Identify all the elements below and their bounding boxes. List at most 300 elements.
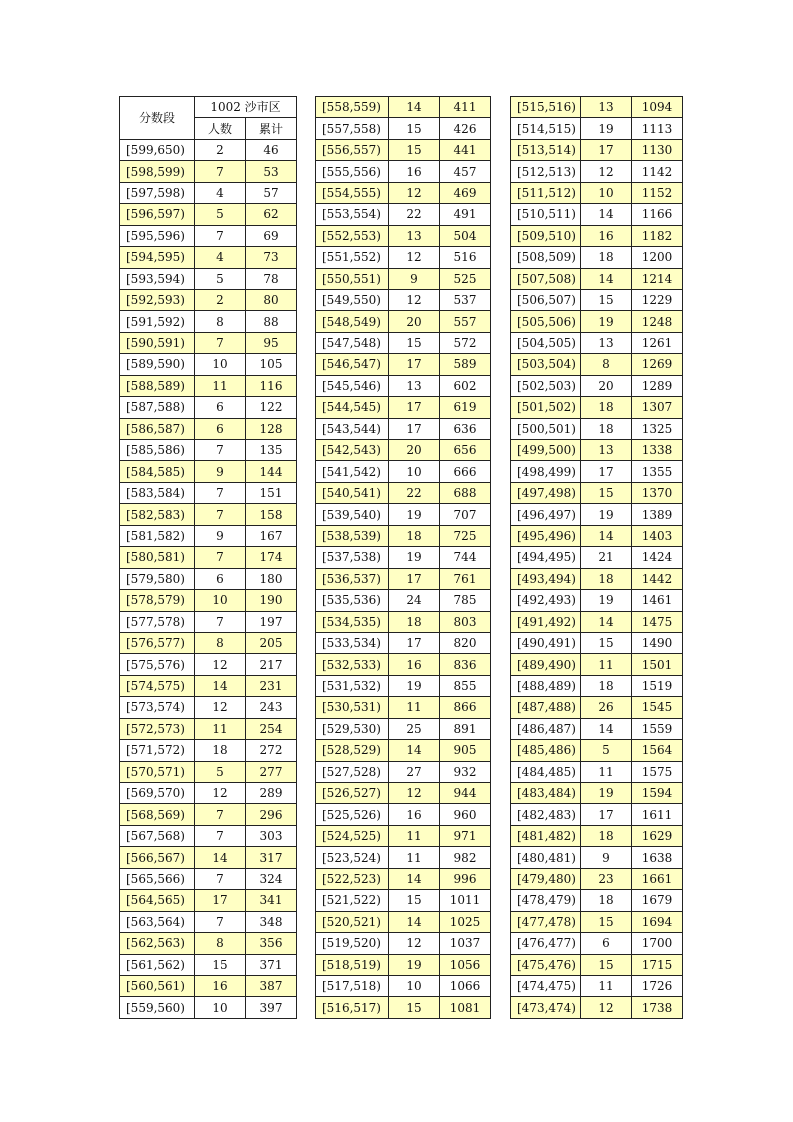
table-row: [120, 504, 297, 525]
count-cell: 20: [389, 311, 440, 332]
cumulative-cell: 1066: [440, 975, 491, 996]
count-cell: 14: [581, 718, 632, 739]
table-row: [316, 868, 491, 889]
count-cell: 15: [389, 997, 440, 1018]
score-range-cell: [547,548): [316, 332, 389, 353]
score-range-cell: [534,535): [316, 611, 389, 632]
cumulative-cell: 205: [246, 632, 297, 653]
header-group: 1002 沙市区: [195, 97, 297, 118]
count-cell: 12: [581, 161, 632, 182]
cumulative-cell: 1403: [632, 525, 683, 546]
cumulative-cell: 725: [440, 525, 491, 546]
cumulative-cell: 1152: [632, 182, 683, 203]
cumulative-cell: 1594: [632, 783, 683, 804]
table-row: [316, 375, 491, 396]
score-range-cell: [584,585): [120, 461, 195, 482]
table-row: [511, 482, 683, 503]
cumulative-cell: 905: [440, 740, 491, 761]
cumulative-cell: 289: [246, 783, 297, 804]
table-row: [511, 632, 683, 653]
cumulative-cell: 190: [246, 590, 297, 611]
score-range-cell: [531,532): [316, 675, 389, 696]
cumulative-cell: 803: [440, 611, 491, 632]
table-row: [316, 139, 491, 160]
score-range-cell: [480,481): [511, 847, 581, 868]
count-cell: 14: [195, 675, 246, 696]
table-row: [511, 504, 683, 525]
table-row: [120, 482, 297, 503]
cumulative-cell: 1575: [632, 761, 683, 782]
cumulative-cell: 619: [440, 397, 491, 418]
count-cell: 18: [581, 247, 632, 268]
table-row: [316, 504, 491, 525]
cumulative-cell: 197: [246, 611, 297, 632]
table-row: [511, 440, 683, 461]
score-range-cell: [504,505): [511, 332, 581, 353]
table-row: [120, 825, 297, 846]
score-range-cell: [567,568): [120, 825, 195, 846]
score-range-cell: [538,539): [316, 525, 389, 546]
score-range-cell: [539,540): [316, 504, 389, 525]
cumulative-cell: 557: [440, 311, 491, 332]
cumulative-cell: 1389: [632, 504, 683, 525]
count-cell: 14: [581, 204, 632, 225]
table-row: [316, 675, 491, 696]
table-row: [316, 954, 491, 975]
table-row: [316, 697, 491, 718]
count-cell: 19: [581, 118, 632, 139]
count-cell: 4: [195, 182, 246, 203]
cumulative-cell: 1214: [632, 268, 683, 289]
table-row: [316, 289, 491, 310]
cumulative-cell: 1694: [632, 911, 683, 932]
count-cell: 17: [389, 354, 440, 375]
count-cell: 7: [195, 161, 246, 182]
count-cell: 5: [581, 740, 632, 761]
cumulative-cell: 1661: [632, 868, 683, 889]
cumulative-cell: 46: [246, 139, 297, 160]
count-cell: 7: [195, 911, 246, 932]
table-row: [316, 354, 491, 375]
cumulative-cell: 761: [440, 568, 491, 589]
cumulative-cell: 1370: [632, 482, 683, 503]
table-row: [316, 461, 491, 482]
count-cell: 18: [195, 740, 246, 761]
score-range-cell: [589,590): [120, 354, 195, 375]
score-table-2: [315, 96, 491, 1019]
cumulative-cell: 537: [440, 289, 491, 310]
table-row: [511, 204, 683, 225]
table-row: [316, 933, 491, 954]
cumulative-cell: 1269: [632, 354, 683, 375]
table-row: [120, 718, 297, 739]
score-range-cell: [572,573): [120, 718, 195, 739]
score-range-cell: [579,580): [120, 568, 195, 589]
score-range-cell: [582,583): [120, 504, 195, 525]
score-range-cell: [495,496): [511, 525, 581, 546]
score-range-cell: [576,577): [120, 632, 195, 653]
header-range: 分数段: [120, 97, 195, 140]
count-cell: 19: [581, 311, 632, 332]
score-range-cell: [511,512): [511, 182, 581, 203]
table-row: [120, 611, 297, 632]
count-cell: 15: [581, 911, 632, 932]
cumulative-cell: 1715: [632, 954, 683, 975]
count-cell: 25: [389, 718, 440, 739]
table-row: [511, 718, 683, 739]
table-row: [316, 761, 491, 782]
score-range-cell: [550,551): [316, 268, 389, 289]
table-row: [316, 161, 491, 182]
count-cell: 12: [389, 933, 440, 954]
table-row: [511, 547, 683, 568]
cumulative-cell: 1056: [440, 954, 491, 975]
count-cell: 10: [389, 975, 440, 996]
table-row: [511, 97, 683, 118]
cumulative-cell: 116: [246, 375, 297, 396]
score-range-cell: [580,581): [120, 547, 195, 568]
score-range-cell: [557,558): [316, 118, 389, 139]
count-cell: 17: [389, 632, 440, 653]
cumulative-cell: 1130: [632, 139, 683, 160]
count-cell: 11: [581, 654, 632, 675]
count-cell: 5: [195, 761, 246, 782]
count-cell: 18: [581, 397, 632, 418]
cumulative-cell: 217: [246, 654, 297, 675]
count-cell: 19: [581, 783, 632, 804]
count-cell: 7: [195, 547, 246, 568]
score-range-cell: [562,563): [120, 933, 195, 954]
score-range-cell: [559,560): [120, 997, 195, 1018]
cumulative-cell: 1166: [632, 204, 683, 225]
table-row: [511, 740, 683, 761]
count-cell: 6: [581, 933, 632, 954]
count-cell: 6: [195, 397, 246, 418]
cumulative-cell: 1325: [632, 418, 683, 439]
score-range-cell: [490,491): [511, 632, 581, 653]
count-cell: 2: [195, 139, 246, 160]
count-cell: 12: [195, 783, 246, 804]
cumulative-cell: 1638: [632, 847, 683, 868]
cumulative-cell: 1738: [632, 997, 683, 1018]
score-range-cell: [541,542): [316, 461, 389, 482]
cumulative-cell: 254: [246, 718, 297, 739]
score-range-cell: [516,517): [316, 997, 389, 1018]
count-cell: 11: [195, 718, 246, 739]
cumulative-cell: 971: [440, 825, 491, 846]
cumulative-cell: 78: [246, 268, 297, 289]
cumulative-cell: 656: [440, 440, 491, 461]
cumulative-cell: 387: [246, 975, 297, 996]
cumulative-cell: 243: [246, 697, 297, 718]
count-cell: 12: [389, 247, 440, 268]
score-range-cell: [485,486): [511, 740, 581, 761]
score-range-cell: [551,552): [316, 247, 389, 268]
cumulative-cell: 105: [246, 354, 297, 375]
count-cell: 12: [389, 289, 440, 310]
cumulative-cell: 1289: [632, 375, 683, 396]
score-range-cell: [593,594): [120, 268, 195, 289]
score-range-cell: [568,569): [120, 804, 195, 825]
score-range-cell: [598,599): [120, 161, 195, 182]
count-cell: 18: [581, 825, 632, 846]
score-range-cell: [477,478): [511, 911, 581, 932]
score-range-cell: [563,564): [120, 911, 195, 932]
count-cell: 17: [195, 890, 246, 911]
table-row: [120, 804, 297, 825]
count-cell: 11: [581, 975, 632, 996]
cumulative-cell: 1081: [440, 997, 491, 1018]
count-cell: 17: [389, 568, 440, 589]
score-range-cell: [552,553): [316, 225, 389, 246]
count-cell: 8: [195, 632, 246, 653]
cumulative-cell: 891: [440, 718, 491, 739]
cumulative-cell: 688: [440, 482, 491, 503]
cumulative-cell: 866: [440, 697, 491, 718]
table-row: [316, 332, 491, 353]
cumulative-cell: 1025: [440, 911, 491, 932]
table-row: [511, 161, 683, 182]
table-row: [120, 783, 297, 804]
count-cell: 9: [195, 525, 246, 546]
cumulative-cell: 1545: [632, 697, 683, 718]
score-range-cell: [537,538): [316, 547, 389, 568]
cumulative-cell: 744: [440, 547, 491, 568]
table-row: [511, 568, 683, 589]
score-range-cell: [530,531): [316, 697, 389, 718]
cumulative-cell: 1726: [632, 975, 683, 996]
cumulative-cell: 1424: [632, 547, 683, 568]
table-row: [120, 761, 297, 782]
table-row: [511, 611, 683, 632]
table-row: [316, 718, 491, 739]
count-cell: 7: [195, 504, 246, 525]
count-cell: 7: [195, 868, 246, 889]
score-range-cell: [497,498): [511, 482, 581, 503]
score-range-cell: [474,475): [511, 975, 581, 996]
cumulative-cell: 589: [440, 354, 491, 375]
table-row: [120, 461, 297, 482]
table-row: [511, 311, 683, 332]
score-range-cell: [525,526): [316, 804, 389, 825]
score-range-cell: [484,485): [511, 761, 581, 782]
count-cell: 6: [195, 568, 246, 589]
score-range-cell: [574,575): [120, 675, 195, 696]
count-cell: 17: [581, 461, 632, 482]
score-range-cell: [594,595): [120, 247, 195, 268]
table-row: [316, 825, 491, 846]
score-range-cell: [556,557): [316, 139, 389, 160]
count-cell: 13: [581, 332, 632, 353]
score-range-cell: [501,502): [511, 397, 581, 418]
score-range-cell: [521,522): [316, 890, 389, 911]
cumulative-cell: 1200: [632, 247, 683, 268]
count-cell: 15: [389, 139, 440, 160]
cumulative-cell: 982: [440, 847, 491, 868]
count-cell: 14: [389, 740, 440, 761]
table-row: [120, 975, 297, 996]
table-row: [316, 975, 491, 996]
table-row: [511, 118, 683, 139]
score-range-cell: [486,487): [511, 718, 581, 739]
header-cumulative: 累计: [246, 118, 297, 139]
count-cell: 15: [581, 289, 632, 310]
count-cell: 15: [389, 118, 440, 139]
header-count: 人数: [195, 118, 246, 139]
score-range-cell: [565,566): [120, 868, 195, 889]
score-range-cell: [483,484): [511, 783, 581, 804]
count-cell: 13: [581, 440, 632, 461]
cumulative-cell: 158: [246, 504, 297, 525]
score-range-cell: [558,559): [316, 97, 389, 118]
table-row: [511, 761, 683, 782]
cumulative-cell: 820: [440, 632, 491, 653]
cumulative-cell: 122: [246, 397, 297, 418]
table-row: [120, 890, 297, 911]
score-table-3: [510, 96, 683, 1019]
cumulative-cell: 1564: [632, 740, 683, 761]
table-row: [511, 461, 683, 482]
table-row: [511, 868, 683, 889]
table-row: [511, 247, 683, 268]
table-row: [120, 418, 297, 439]
count-cell: 18: [581, 418, 632, 439]
score-range-cell: [496,497): [511, 504, 581, 525]
table-row: [316, 847, 491, 868]
cumulative-cell: 303: [246, 825, 297, 846]
cumulative-cell: 73: [246, 247, 297, 268]
table-row: [511, 804, 683, 825]
cumulative-cell: 317: [246, 847, 297, 868]
table-row: [316, 611, 491, 632]
score-range-cell: [561,562): [120, 954, 195, 975]
table-row: [316, 525, 491, 546]
score-range-cell: [494,495): [511, 547, 581, 568]
score-range-cell: [499,500): [511, 440, 581, 461]
count-cell: 21: [581, 547, 632, 568]
score-range-cell: [500,501): [511, 418, 581, 439]
table-row: [511, 354, 683, 375]
table-row: [120, 204, 297, 225]
count-cell: 7: [195, 825, 246, 846]
count-cell: 16: [389, 804, 440, 825]
table-row: [120, 654, 297, 675]
count-cell: 27: [389, 761, 440, 782]
count-cell: 19: [581, 590, 632, 611]
cumulative-cell: 426: [440, 118, 491, 139]
count-cell: 9: [389, 268, 440, 289]
score-range-cell: [505,506): [511, 311, 581, 332]
count-cell: 19: [389, 547, 440, 568]
table-row: [120, 354, 297, 375]
count-cell: 7: [195, 482, 246, 503]
table-row: [511, 375, 683, 396]
count-cell: 6: [195, 418, 246, 439]
cumulative-cell: 457: [440, 161, 491, 182]
table-row: [120, 547, 297, 568]
score-range-cell: [573,574): [120, 697, 195, 718]
count-cell: 14: [389, 911, 440, 932]
table-row: [316, 247, 491, 268]
score-range-cell: [577,578): [120, 611, 195, 632]
count-cell: 16: [195, 975, 246, 996]
score-range-cell: [520,521): [316, 911, 389, 932]
cumulative-cell: 180: [246, 568, 297, 589]
count-cell: 13: [581, 97, 632, 118]
score-range-cell: [492,493): [511, 590, 581, 611]
cumulative-cell: 1559: [632, 718, 683, 739]
count-cell: 17: [389, 397, 440, 418]
cumulative-cell: 80: [246, 289, 297, 310]
cumulative-cell: 277: [246, 761, 297, 782]
table-row: [316, 632, 491, 653]
count-cell: 17: [581, 139, 632, 160]
table-row: [316, 482, 491, 503]
cumulative-cell: 491: [440, 204, 491, 225]
score-range-cell: [478,479): [511, 890, 581, 911]
table-row: [511, 825, 683, 846]
table-row: [120, 697, 297, 718]
table-row: [120, 911, 297, 932]
cumulative-cell: 1094: [632, 97, 683, 118]
count-cell: 17: [581, 804, 632, 825]
score-range-cell: [527,528): [316, 761, 389, 782]
score-range-cell: [473,474): [511, 997, 581, 1018]
score-range-cell: [513,514): [511, 139, 581, 160]
score-range-cell: [533,534): [316, 632, 389, 653]
count-cell: 2: [195, 289, 246, 310]
table-row: [120, 247, 297, 268]
count-cell: 22: [389, 482, 440, 503]
cumulative-cell: 128: [246, 418, 297, 439]
score-range-cell: [590,591): [120, 332, 195, 353]
table-row: [316, 225, 491, 246]
count-cell: 14: [195, 847, 246, 868]
score-range-cell: [515,516): [511, 97, 581, 118]
table-row: [120, 847, 297, 868]
count-cell: 7: [195, 611, 246, 632]
count-cell: 11: [389, 825, 440, 846]
count-cell: 10: [581, 182, 632, 203]
count-cell: 14: [581, 611, 632, 632]
table-row: [120, 440, 297, 461]
score-range-cell: [489,490): [511, 654, 581, 675]
score-range-cell: [535,536): [316, 590, 389, 611]
cumulative-cell: 151: [246, 482, 297, 503]
cumulative-cell: 174: [246, 547, 297, 568]
count-cell: 15: [195, 954, 246, 975]
cumulative-cell: 525: [440, 268, 491, 289]
count-cell: 12: [195, 654, 246, 675]
table-row: [316, 204, 491, 225]
count-cell: 16: [581, 225, 632, 246]
score-range-cell: [498,499): [511, 461, 581, 482]
table-row: [120, 675, 297, 696]
score-range-cell: [554,555): [316, 182, 389, 203]
cumulative-cell: 296: [246, 804, 297, 825]
table-row: [316, 654, 491, 675]
table-row: [511, 332, 683, 353]
score-range-cell: [588,589): [120, 375, 195, 396]
table-row: [120, 525, 297, 546]
count-cell: 12: [389, 783, 440, 804]
cumulative-cell: 62: [246, 204, 297, 225]
count-cell: 7: [195, 440, 246, 461]
count-cell: 24: [389, 590, 440, 611]
count-cell: 15: [581, 954, 632, 975]
score-range-cell: [583,584): [120, 482, 195, 503]
table-row: [511, 675, 683, 696]
